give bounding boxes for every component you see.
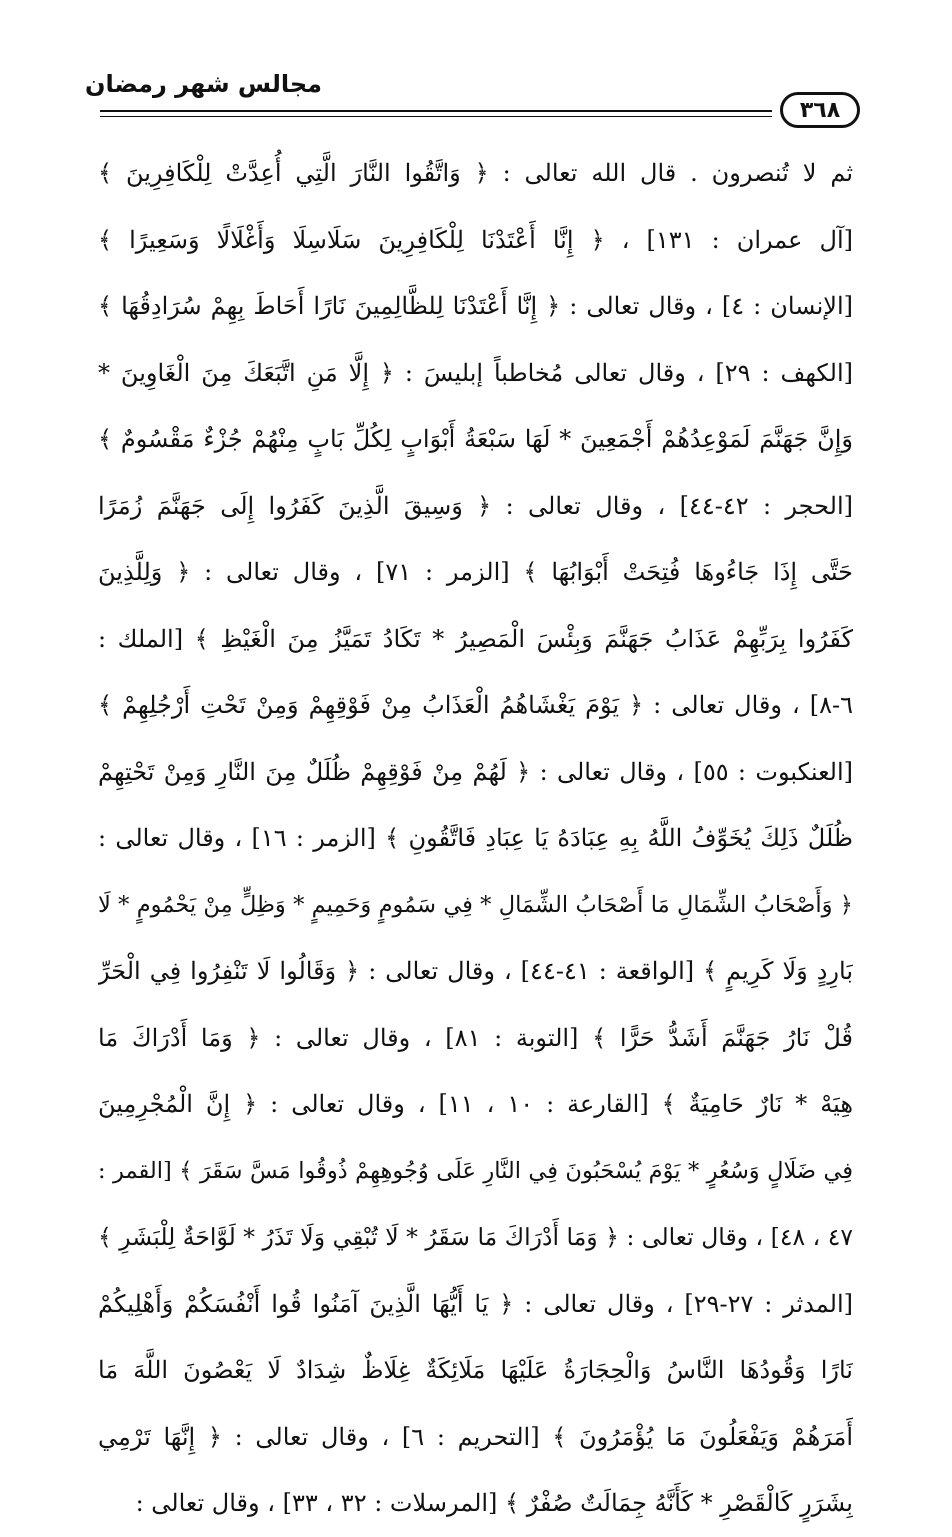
text-line: [آل عمران : ١٣١] ، ﴿ إِنَّا أَعْتَدْنَا لِلْكَافِرِينَ سَلَاسِلَا وَأَغْلَالًا وَسَعِيرًا ﴾ — [98, 225, 853, 254]
text-line: بَارِدٍ وَلَا كَرِيمٍ ﴾ [الواقعة : ٤١-٤٤] ، وقال تعالى : ﴿ وَقَالُوا لَا تَنْفِرُوا فِي الْحَرِّ — [98, 957, 853, 985]
page-body — [98, 140, 853, 1537]
header-title: مجالس شهر رمضان — [85, 70, 323, 98]
text-line: وَإِنَّ جَهَنَّمَ لَمَوْعِدُهُمْ أَجْمَعِينَ * لَهَا سَبْعَةُ أَبْوَابٍ لِكُلِّ بَابٍ مِنْهُمْ جُزْءٌ مَقْسُومٌ ﴾ — [98, 425, 853, 453]
text-line: [الإنسان : ٤] ، وقال تعالى : ﴿ إِنَّا أَعْتَدْنَا لِلظَّالِمِينَ نَارًا أَحَاطَ بِهِمْ سُرَادِقُهَا ﴾ — [98, 292, 853, 320]
page-number-badge: ٣٦٨ — [780, 92, 860, 128]
text-line: كَفَرُوا بِرَبِّهِمْ عَذَابُ جَهَنَّمَ وَبِئْسَ الْمَصِيرُ * تَكَادُ تَمَيَّزُ مِنَ الْغَيْظِ ﴾ [الملك : — [98, 624, 853, 653]
text-line: قُلْ نَارُ جَهَنَّمَ أَشَدُّ حَرًّا ﴾ [التوبة : ٨١] ، وقال تعالى : ﴿ وَمَا أَدْرَاكَ مَا — [98, 1023, 853, 1052]
text-line: ٦-٨] ، وقال تعالى : ﴿ يَوْمَ يَغْشَاهُمُ الْعَذَابُ مِنْ فَوْقِهِمْ وَمِنْ تَحْتِ أَرْجُلِهِمْ ﴾ — [98, 691, 853, 719]
text-line: [العنكبوت : ٥٥] ، وقال تعالى : ﴿ لَهُمْ مِنْ فَوْقِهِمْ ظُلَلٌ مِنَ النَّارِ وَمِنْ تَحْتِهِمْ — [98, 757, 853, 786]
text-line: أَمَرَهُمْ وَيَفْعَلُونَ مَا يُؤْمَرُونَ ﴾ [التحريم : ٦] ، وقال تعالى : ﴿ إِنَّهَا تَرْمِي — [98, 1422, 853, 1451]
text-line: حَتَّى إِذَا جَاءُوهَا فُتِحَتْ أَبْوَابُهَا ﴾ [الزمر : ٧١] ، وقال تعالى : ﴿ وَلِلَّذِينَ — [98, 558, 853, 586]
text-line: [الكهف : ٢٩] ، وقال تعالى مُخاطباً إبليسَ : ﴿ إِلَّا مَنِ اتَّبَعَكَ مِنَ الْغَاوِينَ * — [98, 358, 853, 387]
text-line: [المدثر : ٢٧-٢٩] ، وقال تعالى : ﴿ يَا أَيُّهَا الَّذِينَ آمَنُوا قُوا أَنْفُسَكُمْ وَأَهْلِيكُمْ — [98, 1289, 853, 1318]
text-line: هِيَهْ * نَارٌ حَامِيَةٌ ﴾ [القارعة : ١٠ ، ١١] ، وقال تعالى : ﴿ إِنَّ الْمُجْرِمِينَ — [98, 1090, 853, 1118]
text-line: [الحجر : ٤٢-٤٤] ، وقال تعالى : ﴿ وَسِيقَ الَّذِينَ كَفَرُوا إِلَى جَهَنَّمَ زُمَرًا — [98, 491, 853, 520]
text-line: نَارًا وَقُودُهَا النَّاسُ وَالْحِجَارَةُ عَلَيْهَا مَلَائِكَةٌ غِلَاظٌ شِدَادٌ لَا يَعْصُونَ اللَّهَ مَا — [98, 1356, 853, 1384]
text-line: ظُلَلٌ ذَلِكَ يُخَوِّفُ اللَّهُ بِهِ عِبَادَهُ يَا عِبَادِ فَاتَّقُونِ ﴾ [الزمر : ١٦] ، وقال تعالى : — [98, 824, 853, 852]
text-line: بِشَرَرٍ كَالْقَصْرِ * كَأَنَّهُ جِمَالَتٌ صُفْرٌ ﴾ [المرسلات : ٣٢ ، ٣٣] ، وقال تعالى : — [135, 1489, 853, 1517]
header-rule-thick — [100, 110, 772, 112]
text-line: ٤٧ ، ٤٨] ، وقال تعالى : ﴿ وَمَا أَدْرَاكَ مَا سَقَرُ * لَا تُبْقِي وَلَا تَذَرُ * لَوَّاحَةٌ لِلْبَشَرِ ﴾ — [98, 1223, 853, 1251]
text-line: ثم لا تُنصرون . قال الله تعالى : ﴿ وَاتَّقُوا النَّارَ الَّتِي أُعِدَّتْ لِلْكَافِرِينَ ﴾ — [98, 159, 853, 187]
text-line: ﴿ وَأَصْحَابُ الشِّمَالِ مَا أَصْحَابُ الشِّمَالِ * فِي سَمُومٍ وَحَمِيمٍ * وَظِلٍّ مِنْ يَحْمُومٍ * لَا — [98, 891, 853, 918]
text-line: فِي ضَلَالٍ وَسُعُرٍ * يَوْمَ يُسْحَبُونَ فِي النَّارِ عَلَى وُجُوهِهِمْ ذُوقُوا مَسَّ سَقَرَ ﴾ [القمر : — [98, 1157, 853, 1184]
header-rule-thin — [100, 116, 772, 117]
